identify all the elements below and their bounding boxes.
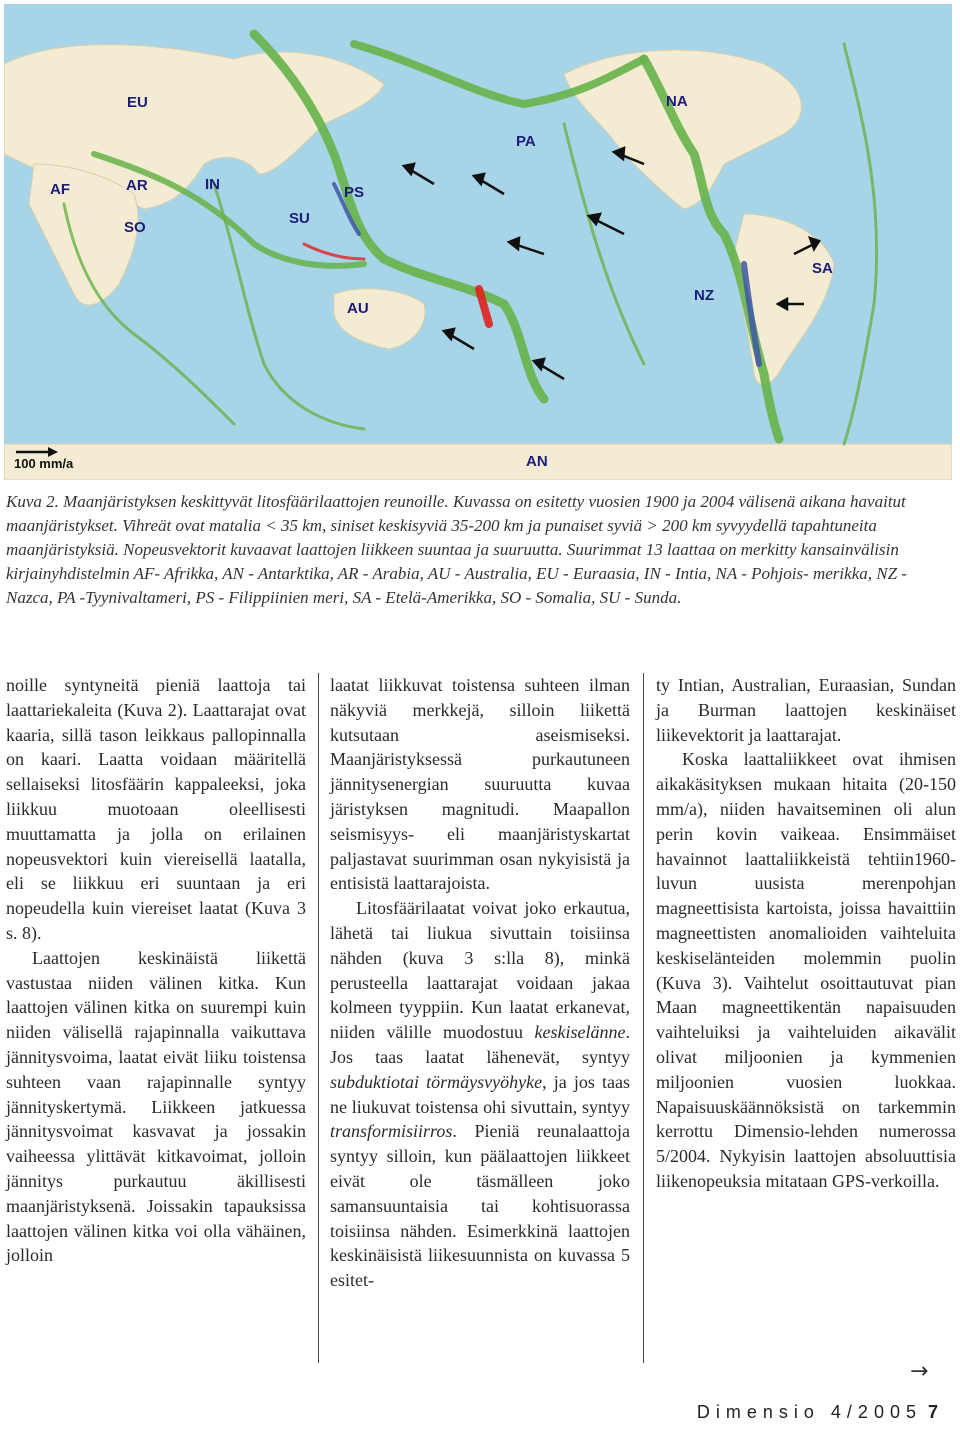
term-keskiselanne: keskiselänne [534,1022,626,1043]
col2-paragraph-1: laatat liikkuvat toistensa suhteen ilman näkyviä merkkejä, silloin liikettä kutsutaan aseismiseksi. Maanjäristyksessä purkautuneen jännitysenergian suuruutta kuvaa järistyksen magnitudi. Maapallon seismisyys- eli maanjäristyskartat paljastavat suurimman osan nykyisistä ja entisistä laattarajoista. [330,675,630,894]
col3-paragraph-1: ty Intian, Australian, Euraasian, Sundan ja Burman laattojen keskinäiset liikevektorit ja laattarajat. [656,675,956,745]
plate-label-af: AF [50,181,70,198]
plate-label-na: NA [666,93,688,110]
plate-label-eu: EU [127,94,148,111]
column-divider-2 [643,673,644,1363]
scale-label: 100 mm/a [14,456,74,471]
figure-caption: Kuva 2. Maanjäristyksen keskittyvät litosfäärilaattojen reunoille. Kuvassa on esitetty vuosien 1900 ja 2004 välisenä aikana havaitut maanjäristykset. Vihreät ovat matalia < 35 km, siniset keskisyviä 35-200 km ja punaiset syviä > 200 km syvyydellä tapahtuneita maanjäristyksiä. Nopeusvektorit kuvaavat laattojen liikkeen suuntaa ja suuruutta. Suurimmat 13 laattaa on merkitty kansainvälisin kirjainyhdistelmin AF- Afrikka, AN - Antarktika, AR - Arabia, AU - Australia, EU - Euraasia, IN - Intia, NA - Pohjois- merikka, NZ - Nazca, PA -Tyynivaltameri, PS - Filippiinien meri, SA - Etelä-Amerikka, SO - Somalia, SU - Sunda. [6,492,907,607]
plate-label-an: AN [526,453,548,470]
plate-label-ps: PS [344,184,365,201]
plate-label-nz: NZ [694,287,714,304]
text-column-1 [6,673,306,1268]
earthquake-plate-map [4,4,952,480]
term-transformisiirros: transformisiirros [330,1121,453,1142]
page-number: 7 [927,1402,938,1422]
plate-label-ar: AR [126,177,148,194]
column-divider-1 [318,673,319,1363]
col3-paragraph-2: Koska laattaliikkeet ovat ihmisen aikakäsityksen mukaan hitaita (20-150 mm/a), niiden havaitseminen oli alun perin kovin vaikeaa. Ensimmäiset havainnot laattaliikkeistä tehtiin1960-luvun uusista merenpohjan magneettisista kartoista, joissa havaittiin magneettisten anomalioiden vaihteluita keskiselänteiden molemmin puolin (Kuva 3). Vaihtelut osoittautuvat pian Maan magneettikentän napaisuuden vaihteluiksi ja vaihteluiden aikavälit olivat miljoonien ja kymmenien miljoonien vuosien luokkaa. Napaisuuskäännöksistä on tarkemmin kerrottu Dimensio-lehden numerossa 5/2004. Nykyisin laattojen absoluuttisia liikenopeuksia mitataan GPS-verkoilla. [656,749,956,1191]
col2-text-b: . Jos taas laatat lähenevät, syntyy [330,1022,630,1067]
col2-paragraph-2 [330,896,630,1293]
continue-arrow-icon: → [910,1359,929,1384]
col2-text-a: Litosfäärilaatat voivat joko erkautua, lähetä tai liukua sivuttain toisiinsa nähden (kuva 3 s:lla 8), minkä perusteella laattarajat voidaan jakaa kolmeen tyyppiin. Kun laatat erkanevat, niiden välille muodostuu [330,898,630,1043]
page-footer [697,1402,938,1423]
plate-label-pa: PA [516,133,536,150]
text-column-3 [656,673,956,1194]
plate-label-su: SU [289,210,310,227]
col1-paragraph-2: Laattojen keskinäistä liikettä vastustaa niiden välinen kitka. Kun laattojen välinen kitka on suurempi kuin niiden välisellä rajapinnalla vaikuttava jännitysvoima, laatat eivät liiku toistensa suhteen vaan rajapinnalle syntyy jännityskertymä. Liikkeen jatkuessa jännitysvoimat kasvavat ja jossakin vaiheessa ylittävät kitkavoimat, jolloin jännitys purkautuu äkillisesti maanjäristyksenä. Joissakin tapauksissa laattojen välinen kitka voi olla vähäinen, jolloin [6,947,306,1266]
plate-label-in: IN [205,176,220,193]
col2-text-c: , ja jos taas ne liukuvat toistensa ohi sivuttain, syntyy [330,1071,630,1117]
plate-label-sa: SA [812,260,833,277]
term-subduktio: subduktiotai törmäysvyöhyke [330,1071,543,1092]
col2-text-d: . Pieniä reunalaattoja syntyy silloin, kun päälaattojen liikkeet eivät ole täsmälleen joko samansuuntaisia tai kohtisuorassa toisiinsa nähden. Esimerkkinä laattojen keskinäisistä liikesuunnista on kuvassa 5 esitet- [330,1121,630,1291]
plate-label-so: SO [124,219,146,236]
magazine-name: Dimensio 4/2005 [696,1402,922,1422]
plate-label-au: AU [347,300,369,317]
col1-paragraph-1: noille syntyneitä pieniä laattoja tai laattariekaleita (Kuva 2). Laattarajat ovat kaaria, sillä tason leikkaus pallopinnalla on kaari. Laatta voidaan määritellä sellaiseksi litosfäärin kappaleeksi, joka liikkuu muotoaan oleellisesti muuttamatta ja jolla on erilainen nopeusvektori kuin viereisellä laatalla, eli se liikkuu eri suuntaan ja eri nopeudella kuin viereiset laatat (Kuva 3 s. 8). [6,675,306,943]
text-column-2 [330,673,630,1293]
